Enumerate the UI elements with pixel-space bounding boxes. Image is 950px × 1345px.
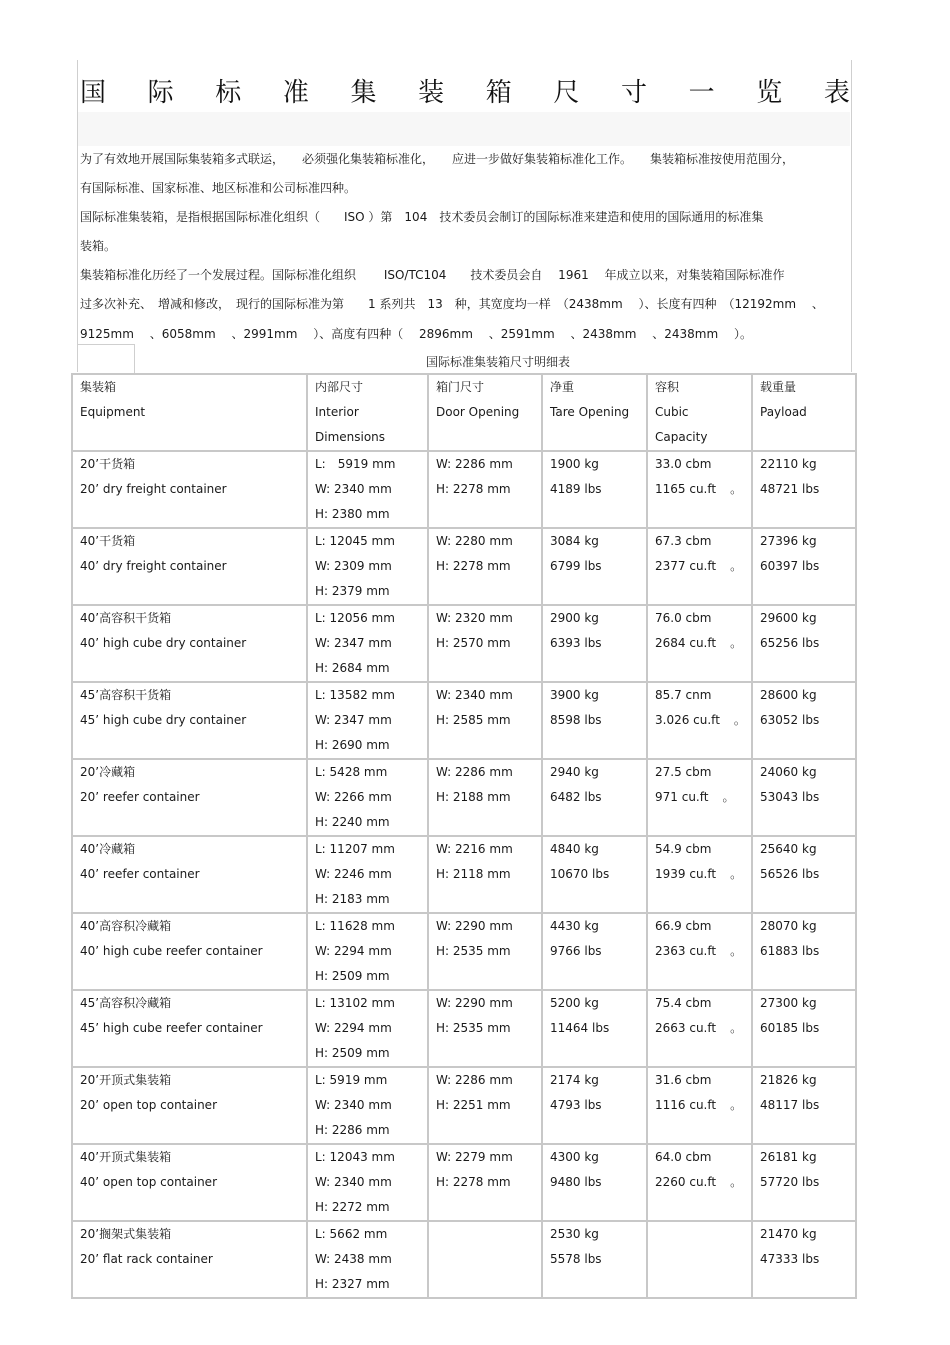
intro-line: 集装箱标准化历经了一个发展过程。国际标准化组织 ISO/TC104 技术委员会自 1961 年成立以来，对集装箱国际标准作 xyxy=(80,268,785,282)
table-row xyxy=(73,914,857,991)
capacity-cell xyxy=(648,991,753,1068)
interior-dimensions-cell-line: L: 5919 mm xyxy=(315,457,396,471)
interior-dimensions-cell-line: H: 2509 mm xyxy=(315,1046,390,1060)
header-interior-line: Interior xyxy=(315,405,359,419)
header-equipment xyxy=(73,375,308,452)
equipment-cn: 45’高容积冷藏箱 xyxy=(80,996,172,1010)
title-char: 装 xyxy=(418,77,445,108)
capacity-cell xyxy=(648,452,753,529)
interior-dimensions-cell-line: W: 2340 mm xyxy=(315,1175,392,1189)
interior-dimensions-cell-line: L: 5428 mm xyxy=(315,765,388,779)
interior-dimensions-cell xyxy=(308,529,429,606)
capacity-mark: 。 xyxy=(722,790,735,804)
header-interior-line: 内部尺寸 xyxy=(315,380,364,394)
capacity-cell-line: 54.9 cbm xyxy=(655,842,712,856)
equipment-cn: 20’干货箱 xyxy=(80,457,136,471)
title-char: 览 xyxy=(756,77,783,108)
door-opening-cell xyxy=(429,1145,543,1222)
equipment-cell xyxy=(73,1145,308,1222)
tare-cell-line: 4430 kg xyxy=(550,919,599,933)
header-equipment-line: 集装箱 xyxy=(80,380,117,394)
capacity-cell-line: 75.4 cbm xyxy=(655,996,712,1010)
tare-cell-line: 9480 lbs xyxy=(550,1175,602,1189)
interior-dimensions-cell-line: L: 12043 mm xyxy=(315,1150,395,1164)
interior-dimensions-cell-line: H: 2509 mm xyxy=(315,969,390,983)
capacity-cell xyxy=(648,837,753,914)
title-char: 国 xyxy=(80,77,107,108)
header-equipment-line: Equipment xyxy=(80,405,146,419)
payload-cell xyxy=(753,1222,857,1299)
title-char: 尺 xyxy=(553,77,580,108)
caption-side-box xyxy=(77,344,135,374)
interior-dimensions-cell-line: L: 13582 mm xyxy=(315,688,395,702)
equipment-en: 40’ high cube dry container xyxy=(80,636,247,650)
door-opening-cell-line: H: 2585 mm xyxy=(436,713,511,727)
equipment-cn: 20’开顶式集装箱 xyxy=(80,1073,172,1087)
equipment-cell xyxy=(73,1068,308,1145)
door-opening-cell-line: H: 2570 mm xyxy=(436,636,511,650)
tare-cell-line: 5578 lbs xyxy=(550,1252,602,1266)
door-opening-cell-line: W: 2286 mm xyxy=(436,1073,513,1087)
capacity-cell-line: 66.9 cbm xyxy=(655,919,712,933)
capacity-cell-line: 2363 cu.ft 。 xyxy=(655,939,751,964)
capacity-mark: 。 xyxy=(730,867,743,881)
tare-cell-line: 8598 lbs xyxy=(550,713,602,727)
interior-dimensions-cell-line: H: 2240 mm xyxy=(315,815,390,829)
equipment-en: 20’ reefer container xyxy=(80,790,200,804)
door-opening-cell-line: W: 2286 mm xyxy=(436,765,513,779)
capacity-cell-line: 3.026 cu.ft 。 xyxy=(655,708,751,733)
tare-cell xyxy=(543,606,648,683)
table-row xyxy=(73,1222,857,1299)
header-capacity-line: Cubic xyxy=(655,405,689,419)
title-char: 集 xyxy=(350,77,377,108)
tare-cell xyxy=(543,529,648,606)
capacity-cell xyxy=(648,606,753,683)
door-opening-cell xyxy=(429,452,543,529)
payload-cell-line: 60397 lbs xyxy=(760,559,820,573)
equipment-cn: 20’搁架式集装箱 xyxy=(80,1227,172,1241)
tare-cell xyxy=(543,837,648,914)
capacity-cell xyxy=(648,1145,753,1222)
capacity-cell-line: 2684 cu.ft 。 xyxy=(655,631,751,656)
tare-cell-line: 2530 kg xyxy=(550,1227,599,1241)
interior-dimensions-cell-line: H: 2183 mm xyxy=(315,892,390,906)
equipment-cell xyxy=(73,452,308,529)
intro-line: 装箱。 xyxy=(80,239,117,253)
page-title xyxy=(80,72,850,108)
interior-dimensions-cell xyxy=(308,837,429,914)
header-payload xyxy=(753,375,857,452)
interior-dimensions-cell xyxy=(308,760,429,837)
door-opening-cell-line: W: 2216 mm xyxy=(436,842,513,856)
interior-dimensions-cell xyxy=(308,1222,429,1299)
tare-cell xyxy=(543,914,648,991)
interior-dimensions-cell-line: W: 2309 mm xyxy=(315,559,392,573)
capacity-cell xyxy=(648,683,753,760)
payload-cell xyxy=(753,1068,857,1145)
table-row xyxy=(73,683,857,760)
tare-cell-line: 11464 lbs xyxy=(550,1021,610,1035)
payload-cell-line: 27396 kg xyxy=(760,534,817,548)
header-payload-line: Payload xyxy=(760,405,807,419)
payload-cell-line: 57720 lbs xyxy=(760,1175,820,1189)
interior-dimensions-cell-line: L: 5919 mm xyxy=(315,1073,388,1087)
door-opening-cell-line: H: 2188 mm xyxy=(436,790,511,804)
capacity-cell xyxy=(648,1222,753,1299)
title-char: 准 xyxy=(282,77,309,108)
equipment-cell xyxy=(73,914,308,991)
door-opening-cell-line: H: 2278 mm xyxy=(436,559,511,573)
table-caption: 国际标准集装箱尺寸明细表 xyxy=(425,355,570,369)
equipment-cn: 40’开顶式集装箱 xyxy=(80,1150,172,1164)
interior-dimensions-cell-line: H: 2272 mm xyxy=(315,1200,390,1214)
interior-dimensions-cell-line: L: 12045 mm xyxy=(315,534,395,548)
payload-cell-line: 27300 kg xyxy=(760,996,817,1010)
equipment-cell xyxy=(73,529,308,606)
intro-line: 为了有效地开展国际集装箱多式联运， 必须强化集装箱标准化， 应进一步做好集装箱标准化工作。 集装箱标准按使用范围分， xyxy=(80,152,795,166)
door-opening-cell xyxy=(429,1222,543,1299)
tare-cell-line: 5200 kg xyxy=(550,996,599,1010)
door-opening-cell xyxy=(429,606,543,683)
title-char: 表 xyxy=(823,77,850,108)
door-opening-cell xyxy=(429,529,543,606)
tare-cell-line: 1900 kg xyxy=(550,457,599,471)
capacity-cell-line: 85.7 cnm xyxy=(655,688,712,702)
door-opening-cell xyxy=(429,1068,543,1145)
tare-cell-line: 6482 lbs xyxy=(550,790,602,804)
payload-cell-line: 28070 kg xyxy=(760,919,817,933)
capacity-cell-line: 67.3 cbm xyxy=(655,534,712,548)
table-row xyxy=(73,1145,857,1222)
capacity-cell-line: 1165 cu.ft 。 xyxy=(655,477,751,502)
header-interior-line: Dimensions xyxy=(315,430,386,444)
door-opening-cell xyxy=(429,683,543,760)
payload-cell-line: 21470 kg xyxy=(760,1227,817,1241)
equipment-cn: 40’高容积冷藏箱 xyxy=(80,919,172,933)
equipment-en: 40’ high cube reefer container xyxy=(80,944,263,958)
intro-line: 过多次补充、 增减和修改， 现行的国际标准为第 1 系列共 13 种，其宽度均一样 （2438mm ）、长度有四种 （12192mm 、 xyxy=(80,297,824,311)
equipment-cell xyxy=(73,606,308,683)
payload-cell-line: 22110 kg xyxy=(760,457,817,471)
interior-dimensions-cell-line: W: 2340 mm xyxy=(315,1098,392,1112)
intro-line: 国际标准集装箱，是指根据国际标准化组织（ ISO ）第 104 技术委员会制订的国际标准来建造和使用的国际通用的标准集 xyxy=(80,210,764,224)
door-opening-cell-line: H: 2251 mm xyxy=(436,1098,511,1112)
equipment-cn: 20’冷藏箱 xyxy=(80,765,136,779)
capacity-mark: 。 xyxy=(730,1021,743,1035)
capacity-cell-line: 64.0 cbm xyxy=(655,1150,712,1164)
capacity-mark: 。 xyxy=(730,944,743,958)
title-band xyxy=(78,112,850,146)
capacity-cell xyxy=(648,914,753,991)
intro-line: 9125mm 、6058mm 、2991mm ）、高度有四种（ 2896mm 、2591mm 、2438mm 、2438mm ）。 xyxy=(80,327,752,341)
tare-cell-line: 6393 lbs xyxy=(550,636,602,650)
interior-dimensions-cell-line: W: 2266 mm xyxy=(315,790,392,804)
header-interior xyxy=(308,375,429,452)
interior-dimensions-cell-line: W: 2347 mm xyxy=(315,636,392,650)
interior-dimensions-cell-line: L: 12056 mm xyxy=(315,611,395,625)
capacity-cell xyxy=(648,529,753,606)
capacity-cell-line: 76.0 cbm xyxy=(655,611,712,625)
interior-dimensions-cell xyxy=(308,1145,429,1222)
door-opening-cell-line: H: 2278 mm xyxy=(436,1175,511,1189)
tare-cell-line: 3084 kg xyxy=(550,534,599,548)
header-capacity xyxy=(648,375,753,452)
interior-dimensions-cell xyxy=(308,452,429,529)
capacity-cell xyxy=(648,760,753,837)
header-capacity-line: 容积 xyxy=(655,380,680,394)
payload-cell-line: 48721 lbs xyxy=(760,482,820,496)
payload-cell-line: 60185 lbs xyxy=(760,1021,820,1035)
capacity-mark: 。 xyxy=(730,559,743,573)
tare-cell xyxy=(543,991,648,1068)
capacity-cell-line: 2377 cu.ft 。 xyxy=(655,554,751,579)
door-opening-cell-line: W: 2340 mm xyxy=(436,688,513,702)
equipment-cell xyxy=(73,1222,308,1299)
interior-dimensions-cell xyxy=(308,991,429,1068)
capacity-mark: 。 xyxy=(733,713,746,727)
tare-cell-line: 4840 kg xyxy=(550,842,599,856)
equipment-en: 40’ open top container xyxy=(80,1175,217,1189)
equipment-cn: 40’冷藏箱 xyxy=(80,842,136,856)
table-row xyxy=(73,837,857,914)
capacity-cell xyxy=(648,1068,753,1145)
door-opening-cell-line: H: 2535 mm xyxy=(436,944,511,958)
table-header-row xyxy=(73,375,857,452)
capacity-cell-line: 1939 cu.ft 。 xyxy=(655,862,751,887)
equipment-cell xyxy=(73,683,308,760)
table-row xyxy=(73,1068,857,1145)
payload-cell-line: 29600 kg xyxy=(760,611,817,625)
header-tare-line: Tare Opening xyxy=(550,405,630,419)
payload-cell-line: 26181 kg xyxy=(760,1150,817,1164)
door-opening-cell-line: W: 2290 mm xyxy=(436,996,513,1010)
equipment-cn: 40’高容积干货箱 xyxy=(80,611,172,625)
door-opening-cell xyxy=(429,914,543,991)
interior-dimensions-cell-line: H: 2286 mm xyxy=(315,1123,390,1137)
door-opening-cell-line: H: 2278 mm xyxy=(436,482,511,496)
capacity-mark: 。 xyxy=(730,1175,743,1189)
payload-cell xyxy=(753,991,857,1068)
title-char: 际 xyxy=(147,77,174,108)
tare-cell xyxy=(543,452,648,529)
table-row xyxy=(73,529,857,606)
equipment-cell xyxy=(73,837,308,914)
payload-cell xyxy=(753,760,857,837)
equipment-cell xyxy=(73,991,308,1068)
tare-cell xyxy=(543,1068,648,1145)
capacity-cell-line: 1116 cu.ft 。 xyxy=(655,1093,751,1118)
interior-dimensions-cell-line: H: 2327 mm xyxy=(315,1277,390,1291)
door-opening-cell-line: H: 2535 mm xyxy=(436,1021,511,1035)
capacity-cell-line: 33.0 cbm xyxy=(655,457,712,471)
interior-dimensions-cell-line: W: 2294 mm xyxy=(315,944,392,958)
interior-dimensions-cell xyxy=(308,606,429,683)
capacity-cell-line: 27.5 cbm xyxy=(655,765,712,779)
interior-dimensions-cell-line: L: 11207 mm xyxy=(315,842,395,856)
table-row xyxy=(73,606,857,683)
interior-dimensions-cell-line: L: 13102 mm xyxy=(315,996,395,1010)
title-char: 一 xyxy=(688,77,715,108)
tare-cell xyxy=(543,760,648,837)
door-opening-cell-line: W: 2290 mm xyxy=(436,919,513,933)
door-opening-cell-line: W: 2320 mm xyxy=(436,611,513,625)
payload-cell xyxy=(753,529,857,606)
interior-dimensions-cell-line: W: 2347 mm xyxy=(315,713,392,727)
header-payload-line: 载重量 xyxy=(760,380,797,394)
payload-cell-line: 61883 lbs xyxy=(760,944,820,958)
equipment-en: 40’ dry freight container xyxy=(80,559,227,573)
tare-cell-line: 10670 lbs xyxy=(550,867,610,881)
interior-dimensions-cell-line: H: 2379 mm xyxy=(315,584,390,598)
capacity-mark: 。 xyxy=(730,1098,743,1112)
tare-cell-line: 3900 kg xyxy=(550,688,599,702)
header-tare-line: 净重 xyxy=(550,380,575,394)
tare-cell xyxy=(543,1222,648,1299)
tare-cell-line: 4189 lbs xyxy=(550,482,602,496)
interior-dimensions-cell xyxy=(308,914,429,991)
equipment-en: 40’ reefer container xyxy=(80,867,200,881)
interior-dimensions-cell-line: W: 2340 mm xyxy=(315,482,392,496)
tare-cell-line: 2940 kg xyxy=(550,765,599,779)
tare-cell xyxy=(543,683,648,760)
payload-cell-line: 56526 lbs xyxy=(760,867,820,881)
equipment-en: 45’ high cube dry container xyxy=(80,713,247,727)
payload-cell xyxy=(753,452,857,529)
capacity-cell-line: 2260 cu.ft 。 xyxy=(655,1170,751,1195)
interior-dimensions-cell-line: W: 2438 mm xyxy=(315,1252,392,1266)
interior-dimensions-cell-line: W: 2294 mm xyxy=(315,1021,392,1035)
equipment-en: 20’ flat rack container xyxy=(80,1252,213,1266)
door-opening-cell-line: W: 2286 mm xyxy=(436,457,513,471)
payload-cell xyxy=(753,914,857,991)
interior-dimensions-cell-line: H: 2380 mm xyxy=(315,507,390,521)
interior-dimensions-cell-line: L: 11628 mm xyxy=(315,919,395,933)
payload-cell-line: 28600 kg xyxy=(760,688,817,702)
header-door xyxy=(429,375,543,452)
payload-cell-line: 21826 kg xyxy=(760,1073,817,1087)
door-opening-cell xyxy=(429,991,543,1068)
equipment-en: 20’ open top container xyxy=(80,1098,217,1112)
table-row xyxy=(73,760,857,837)
header-tare xyxy=(543,375,648,452)
door-opening-cell-line: W: 2279 mm xyxy=(436,1150,513,1164)
door-opening-cell xyxy=(429,760,543,837)
title-char: 寸 xyxy=(621,77,648,108)
interior-dimensions-cell xyxy=(308,1068,429,1145)
interior-dimensions-cell xyxy=(308,683,429,760)
payload-cell-line: 53043 lbs xyxy=(760,790,820,804)
equipment-cell xyxy=(73,760,308,837)
intro-line: 有国际标准、国家标准、地区标准和公司标准四种。 xyxy=(80,181,357,195)
payload-cell-line: 48117 lbs xyxy=(760,1098,820,1112)
door-opening-cell-line: W: 2280 mm xyxy=(436,534,513,548)
interior-dimensions-cell-line: L: 5662 mm xyxy=(315,1227,388,1241)
tare-cell-line: 9766 lbs xyxy=(550,944,602,958)
door-opening-cell-line: H: 2118 mm xyxy=(436,867,511,881)
equipment-cn: 40’干货箱 xyxy=(80,534,136,548)
title-char: 箱 xyxy=(485,77,512,108)
title-char: 标 xyxy=(215,77,242,108)
tare-cell-line: 6799 lbs xyxy=(550,559,602,573)
table-row xyxy=(73,991,857,1068)
payload-cell xyxy=(753,683,857,760)
tare-cell xyxy=(543,1145,648,1222)
payload-cell xyxy=(753,606,857,683)
payload-cell-line: 65256 lbs xyxy=(760,636,820,650)
header-capacity-line: Capacity xyxy=(655,430,708,444)
tare-cell-line: 4300 kg xyxy=(550,1150,599,1164)
payload-cell xyxy=(753,1145,857,1222)
interior-dimensions-cell-line: H: 2690 mm xyxy=(315,738,390,752)
capacity-cell-line: 31.6 cbm xyxy=(655,1073,712,1087)
capacity-cell-line: 2663 cu.ft 。 xyxy=(655,1016,751,1041)
table-row xyxy=(73,452,857,529)
equipment-en: 20’ dry freight container xyxy=(80,482,227,496)
capacity-cell-line: 971 cu.ft 。 xyxy=(655,785,751,810)
tare-cell-line: 2900 kg xyxy=(550,611,599,625)
header-door-line: 箱门尺寸 xyxy=(436,380,485,394)
header-door-line: Door Opening xyxy=(436,405,520,419)
equipment-cn: 45’高容积干货箱 xyxy=(80,688,172,702)
payload-cell xyxy=(753,837,857,914)
tare-cell-line: 4793 lbs xyxy=(550,1098,602,1112)
interior-dimensions-cell-line: W: 2246 mm xyxy=(315,867,392,881)
capacity-mark: 。 xyxy=(730,636,743,650)
payload-cell-line: 47333 lbs xyxy=(760,1252,820,1266)
container-spec-table xyxy=(71,373,857,1299)
payload-cell-line: 25640 kg xyxy=(760,842,817,856)
door-opening-cell xyxy=(429,837,543,914)
interior-dimensions-cell-line: H: 2684 mm xyxy=(315,661,390,675)
capacity-mark: 。 xyxy=(730,482,743,496)
equipment-en: 45’ high cube reefer container xyxy=(80,1021,263,1035)
tare-cell-line: 2174 kg xyxy=(550,1073,599,1087)
payload-cell-line: 24060 kg xyxy=(760,765,817,779)
payload-cell-line: 63052 lbs xyxy=(760,713,820,727)
